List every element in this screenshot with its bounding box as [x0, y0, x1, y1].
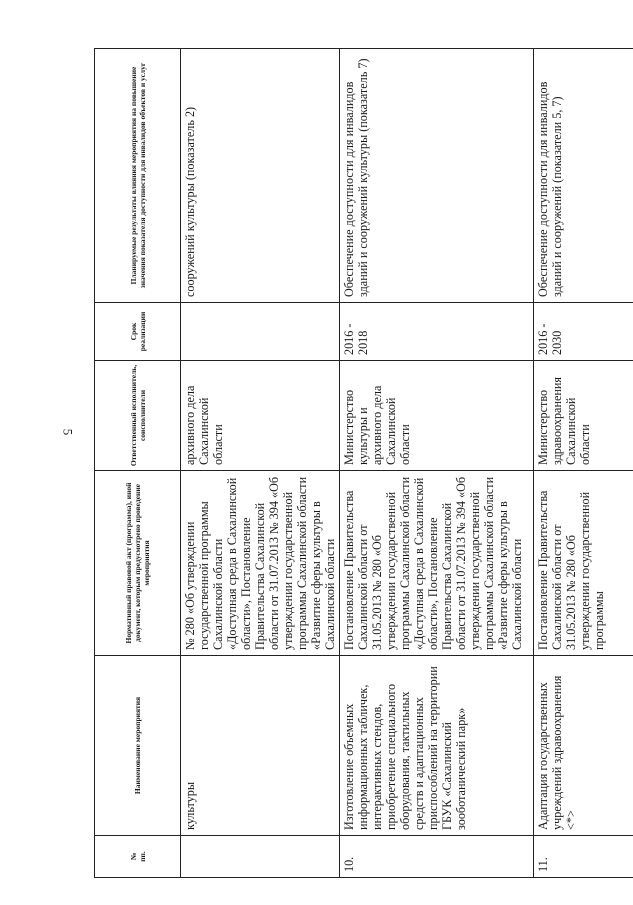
row-act: Постановление Правительства Сахалинской области от 31.05.2013 № 280 «Об утверждении государственной программы: [534, 471, 633, 656]
page-number: 5: [60, 428, 76, 436]
rotated-page: [94, 48, 614, 878]
measures-table: [94, 48, 633, 878]
table-row: [340, 49, 534, 878]
table-header-row: [95, 49, 181, 878]
table-row: [181, 49, 340, 878]
header-act: Нормативный правовой акт (программа), иной документ, которым предусмотрено проведение мероприятия: [95, 471, 181, 656]
row-result: сооружений культуры (показатель 2): [181, 49, 340, 303]
header-term: Срок реализации: [95, 303, 181, 361]
header-num: № пп.: [95, 836, 181, 878]
header-executor: Ответственный исполнитель, соисполнители: [95, 361, 181, 471]
row-result: Обеспечение доступности для инвалидов зданий и сооружений культуры (показатель 7): [340, 49, 534, 303]
row-executor: Министерство культуры и архивного дела Сахалинской области: [340, 361, 534, 471]
row-executor: Министерство здравоохранения Сахалинской области: [534, 361, 633, 471]
row-act: № 280 «Об утверждении государственной программы Сахалинской области «Доступная среда в Сахалинской области», Постановление Правительства Сахалинской области от 31.07.2013 № 394 «Об утверждении государственной программы Сахалинской области «Развитие сферы культуры в Сахалинской области: [181, 471, 340, 656]
row-name: культуры: [181, 656, 340, 836]
row-result: Обеспечение доступности для инвалидов зданий и сооружений (показатели 5, 7): [534, 49, 633, 303]
row-name: Адаптация государственных учреждений здравоохранения <*>: [534, 656, 633, 836]
row-executor: архивного дела Сахалинской области: [181, 361, 340, 471]
row-term: 2016 - 2030: [534, 303, 633, 361]
header-name: Наименование мероприятия: [95, 656, 181, 836]
header-result: Планируемые результаты влияния мероприятия на повышение значения показателя доступности для инвалидов объектов и услуг: [95, 49, 181, 303]
row-term: 2016 - 2018: [340, 303, 534, 361]
row-num: 11.: [534, 836, 633, 878]
row-num: [181, 836, 340, 878]
table-row: [534, 49, 633, 878]
row-num: 10.: [340, 836, 534, 878]
row-term: [181, 303, 340, 361]
row-act: Постановление Правительства Сахалинской области от 31.05.2013 № 280 «Об утверждении государственной программы Сахалинской области «Доступная среда в Сахалинской области», Постановление Правительства Сахалинской области от 31.07.2013 № 394 «Об утверждении государственной программы Сахалинской области «Развитие сферы культуры в Сахалинской области: [340, 471, 534, 656]
row-name: Изготовление объемных информационных табличек, интерактивных стендов, приобретение специального оборудования, тактильных средств и адаптационных приспособлений на территории ГБУК «Сахалинский зооботанический парк»: [340, 656, 534, 836]
